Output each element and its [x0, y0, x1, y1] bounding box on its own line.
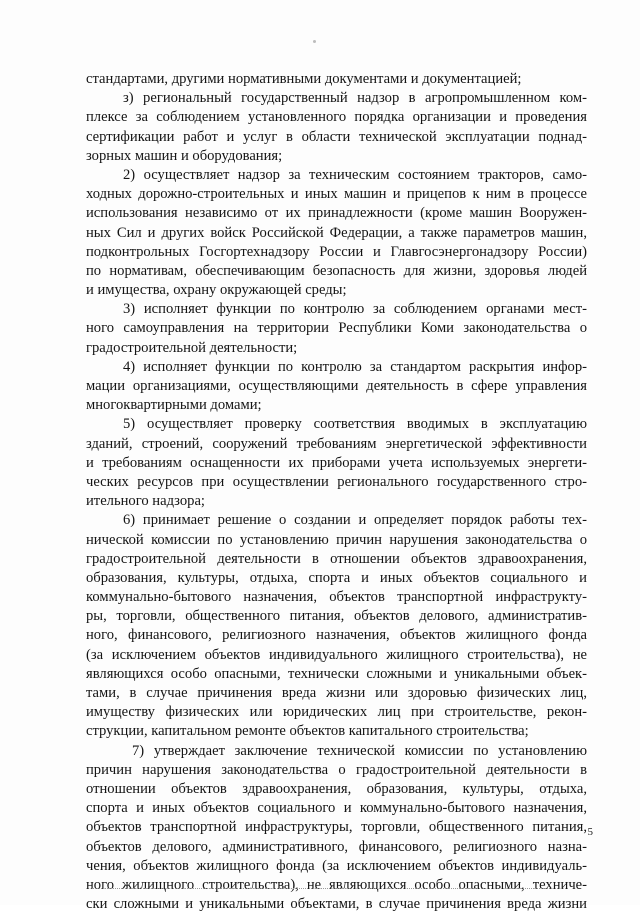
text-line: ных Сил и других войск Российской Федерации, а также параметров машин, [86, 224, 587, 241]
text-line: тами, в случае причинения вреда жизни или здоровью физических лиц, [86, 685, 587, 701]
text-line: градостроительной деятельности в отношении объектов здравоохранения, [86, 550, 587, 567]
text-line: плексе за соблюдением установленного порядка организации и проведения [86, 109, 587, 126]
text-line: являющихся особо опасными, технически сложными и уникальными объек- [86, 665, 587, 682]
text-line: сертификации работ и услуг в области технической эксплуатации поднад- [86, 128, 587, 145]
text-line: ительного надзора; [86, 493, 205, 510]
text-line: причин нарушения законодательства о градостроительной деятельности в [86, 761, 587, 778]
text-line: и требованиям оснащенности их приборами учета используемых энергети- [86, 454, 587, 471]
text-line: объектов транспортной инфраструктуры, торговли, общественного питания, [86, 819, 587, 836]
text-line: чения, объектов жилищного фонда (за исключением объектов индивидуаль- [86, 857, 587, 874]
text-line: зорных машин и оборудования; [86, 147, 283, 164]
text-line: мации организациями, осуществляющими деятельность в сфере управления [86, 378, 587, 394]
text-line: ски сложными и уникальными объектами, в случае причинения вреда жизни [86, 896, 587, 913]
text-line: подконтрольных Госгортехнадзору России и Главгосэнергонадзору России) [86, 243, 587, 260]
text-line: 3) исполняет функции по контролю за соблюдением органами мест- [123, 301, 587, 318]
page-bottom-divider [92, 888, 562, 889]
text-line: стандартами, другими нормативными документами и документацией; [86, 71, 522, 87]
text-line: объектов делового, административного, финансового, религиозного назна- [86, 838, 587, 855]
text-line: (за исключением объектов индивидуального жилищного строительства), не [86, 646, 587, 663]
text-line: 2) осуществляет надзор за техническим состоянием тракторов, само- [123, 166, 587, 183]
text-line: коммунально-бытового назначения, объектов транспортной инфраструкту- [86, 589, 587, 606]
scan-speck [313, 40, 316, 43]
text-line: образования, культуры, отдыха, спорта и иных объектов социального и [86, 569, 587, 586]
text-line: 4) исполняет функции по контролю за стандартом раскрытия инфор- [123, 358, 587, 375]
text-line: 5) осуществляет проверку соответствия вводимых в эксплуатацию [123, 416, 587, 433]
text-line: ного жилищного строительства), не являющихся особо опасными, техниче- [86, 876, 587, 893]
text-line: ческих ресурсов при осуществлении регионального государственного стро- [86, 473, 587, 490]
text-line: з) региональный государственный надзор в агропромышленном ком- [123, 90, 587, 107]
text-line: нической комиссии по установлению причин нарушения законодательства о [86, 531, 587, 548]
text-line: зданий, строений, сооружений требованиям энергетической эффективности [86, 435, 587, 452]
text-line: ного, финансового, религиозного назначения, объектов жилищного фонда [86, 627, 587, 644]
text-line: градостроительной деятельности; [86, 339, 298, 356]
text-line: использования независимо от их принадлежности (кроме машин Вооружен- [86, 205, 587, 222]
text-line: 6) принимает решение о создании и определяет порядок работы тех- [123, 512, 587, 529]
text-line: отношении объектов здравоохранения, образования, культуры, отдыха, [86, 780, 587, 797]
page-number: 5 [587, 826, 593, 838]
text-line: и имущества, охрану окружающей среды; [86, 282, 347, 299]
text-line: по нормативам, обеспечивающим безопасность для жизни, здоровья людей [86, 262, 587, 279]
text-line: струкции, капитальном ремонте объектов капитального строительства; [86, 723, 529, 740]
text-line: спорта и иных объектов социального и коммунально-бытового назначения, [86, 800, 587, 817]
document-body [86, 70, 587, 914]
text-line: ходных дорожно-строительных и иных машин и прицепов к ним в процессе [86, 186, 587, 203]
text-line: ры, торговли, общественного питания, объектов делового, административ- [86, 608, 587, 625]
text-line: ного самоуправления на территории Республики Коми законодательства о [86, 320, 587, 337]
text-line: имуществу физических или юридических лиц при строительстве, рекон- [86, 704, 587, 721]
text-line: 7) утверждает заключение технической комиссии по установлению [132, 742, 587, 759]
text-line: многоквартирными домами; [86, 397, 262, 414]
